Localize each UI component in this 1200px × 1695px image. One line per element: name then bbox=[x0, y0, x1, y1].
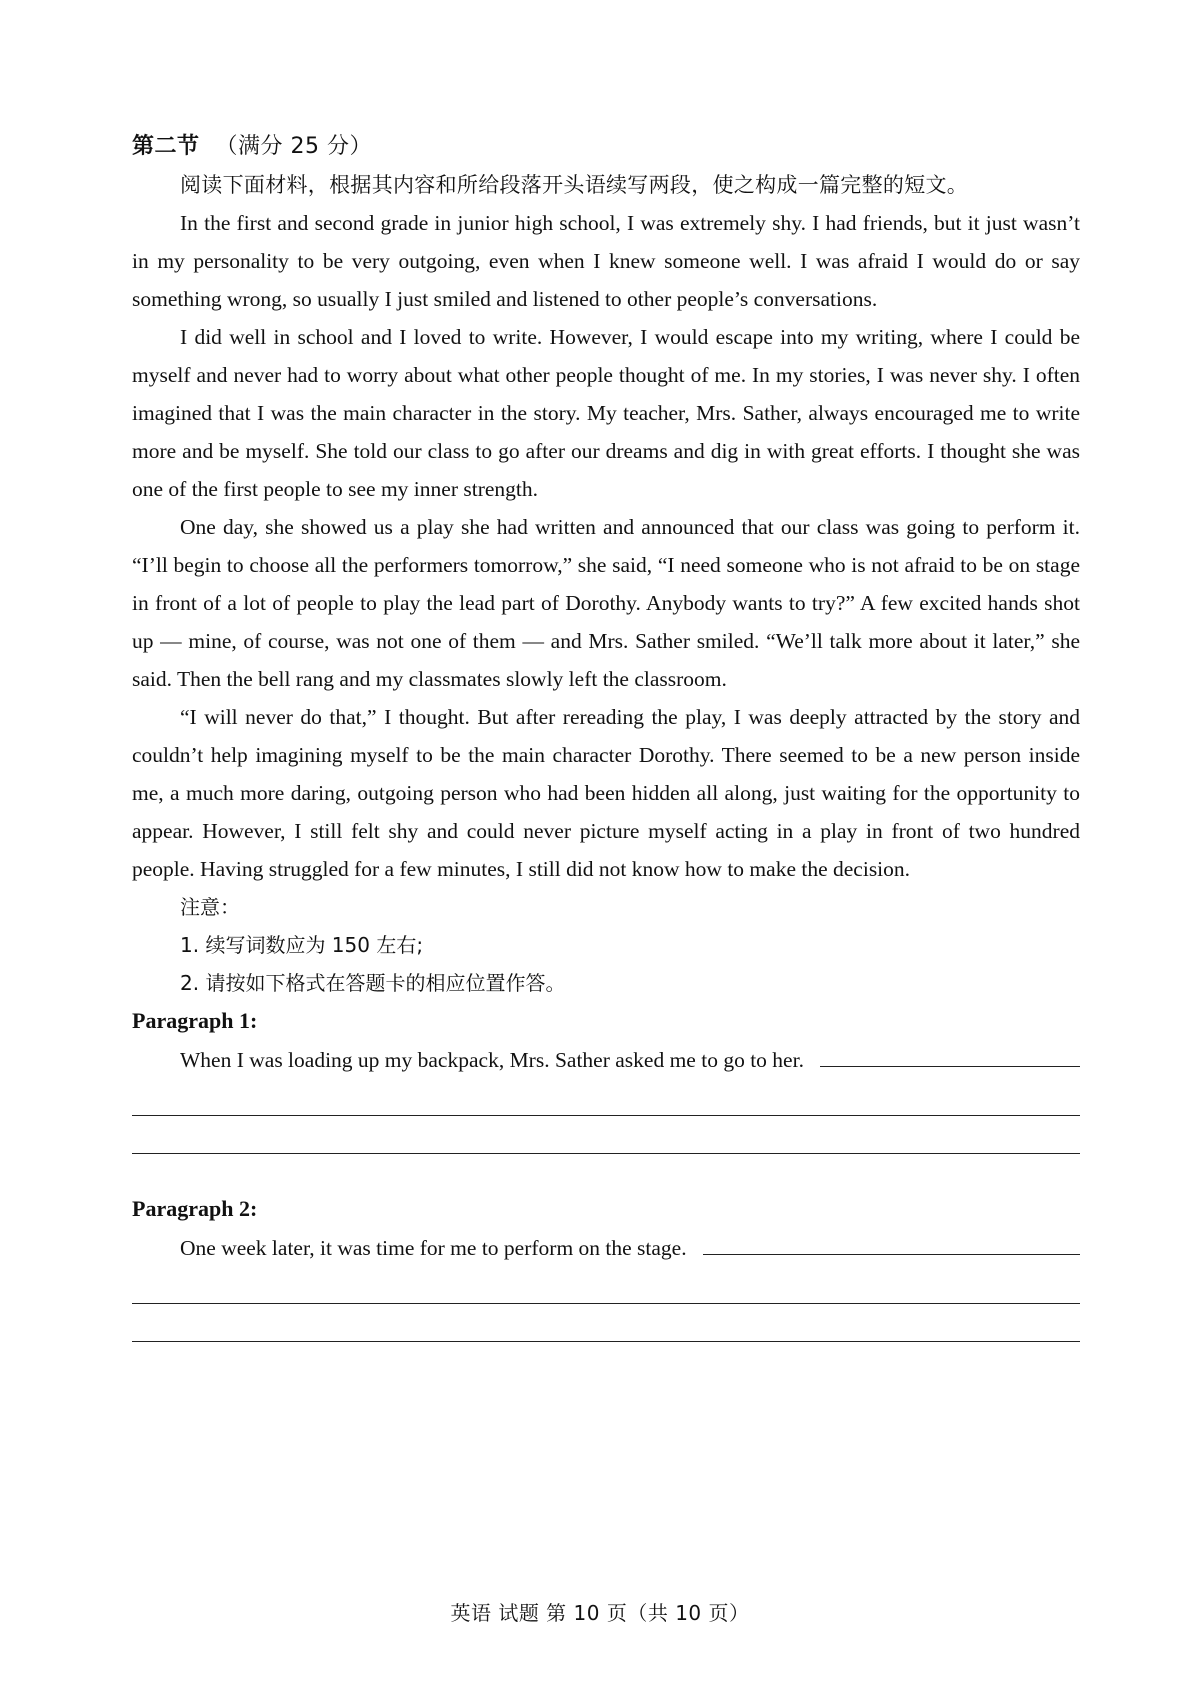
paragraph-2-opening: One week later, it was time for me to perform on the stage. bbox=[180, 1236, 687, 1260]
note-item-2: 2. 请按如下格式在答题卡的相应位置作答。 bbox=[180, 971, 566, 995]
paragraph-2-opening-row bbox=[132, 1228, 1080, 1266]
paragraph-1-opening: When I was loading up my backpack, Mrs. Sather asked me to go to her. bbox=[180, 1048, 804, 1072]
task-instruction: 阅读下面材料，根据其内容和所给段落开头语续写两段，使之构成一篇完整的短文。 bbox=[180, 173, 969, 197]
answer-blank bbox=[703, 1228, 1080, 1255]
passage-paragraph-3: One day, she showed us a play she had written and announced that our class was going to perform it. “I’ll begin to choose all the performers tomorrow,” she said, “I need someone who is not afraid to be on stage in front of a lot of people to play the lead part of Dorothy. Anybody wants to try?” A few excited hands shot up — mine, of course, was not one of them — and Mrs. Sather smiled. “We’ll talk more about it later,” she said. Then the bell rang and my classmates slowly left the classroom. bbox=[132, 515, 1080, 691]
spacer bbox=[132, 1154, 1080, 1190]
section-name: 第二节 bbox=[132, 134, 200, 159]
exam-page bbox=[132, 128, 1080, 1342]
answer-blank bbox=[820, 1040, 1080, 1067]
answer-line bbox=[132, 1078, 1080, 1116]
answer-line bbox=[132, 1304, 1080, 1342]
answer-line bbox=[132, 1116, 1080, 1154]
paragraph-1-opening-row bbox=[132, 1040, 1080, 1078]
passage-paragraph-2: I did well in school and I loved to write. However, I would escape into my writing, where I could be myself and never had to worry about what other people thought of me. In my stories, I was never shy. I often imagined that I was the main character in the story. My teacher, Mrs. Sather, always encouraged me to write more and be myself. She told our class to go after our dreams and dig in with great efforts. I thought she was one of the first people to see my inner strength. bbox=[132, 325, 1080, 501]
note-item-1: 1. 续写词数应为 150 左右; bbox=[180, 933, 424, 957]
section-score: （满分 25 分） bbox=[215, 134, 372, 159]
paragraph-2-heading: Paragraph 2: bbox=[132, 1196, 258, 1221]
passage-paragraph-1: In the first and second grade in junior high school, I was extremely shy. I had friends, but it just wasn’t in my personality to be very outgoing, even when I knew someone well. I was afraid I would do or say something wrong, so usually I just smiled and listened to other people’s conversations. bbox=[132, 211, 1080, 311]
page-footer: 英语 试题 第 10 页（共 10 页） bbox=[450, 1601, 750, 1625]
section-title bbox=[132, 128, 1080, 166]
paragraph-1-heading: Paragraph 1: bbox=[132, 1008, 258, 1033]
notes-label: 注意： bbox=[180, 895, 240, 919]
answer-line bbox=[132, 1266, 1080, 1304]
passage-paragraph-4: “I will never do that,” I thought. But after rereading the play, I was deeply attracted by the story and couldn’t help imagining myself to be the main character Dorothy. There seemed to be a new person inside me, a much more daring, outgoing person who had been hidden all along, just waiting for the opportunity to appear. However, I still felt shy and could never picture myself acting in a play in front of two hundred people. Having struggled for a few minutes, I still did not know how to make the decision. bbox=[132, 705, 1080, 881]
